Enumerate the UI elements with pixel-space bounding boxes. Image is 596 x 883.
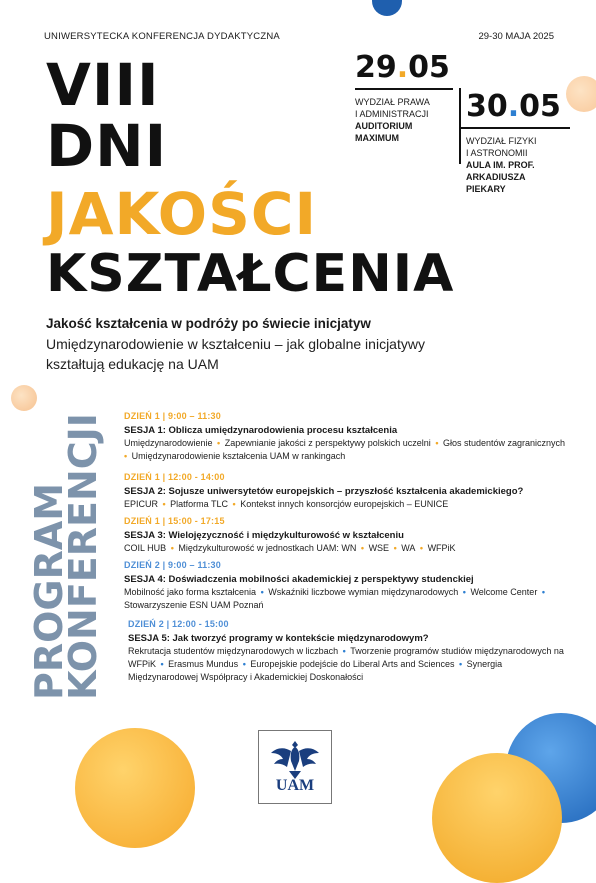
session-4: [124, 560, 569, 612]
day2-venue-1: WYDZIAŁ FIZYKI: [466, 135, 537, 146]
session-day: DZIEŃ 1 | 15:00 - 17:15: [124, 516, 225, 526]
uam-logo: [258, 730, 332, 804]
session-day: DZIEŃ 1 | 9:00 – 11:30: [124, 411, 221, 421]
subtitle-line-2: Umiędzynarodowienie w kształceniu – jak globalne inicjatywy: [46, 336, 425, 352]
bullet-icon: •: [214, 438, 223, 448]
logo-text: UAM: [275, 777, 315, 794]
day1-date: [355, 50, 455, 85]
session-item: Kontekst innych konsorcjów europejskich – EUNICE: [240, 499, 449, 509]
day1-dot: .: [396, 50, 409, 85]
title-line-2: DNI: [46, 112, 168, 180]
subtitle-line-3: kształtują edukację na UAM: [46, 356, 219, 372]
bullet-icon: •: [258, 587, 267, 597]
session-item: Stowarzyszenie ESN UAM Poznań: [124, 600, 264, 610]
bullet-icon: •: [460, 587, 469, 597]
session-item: Europejskie podejście do Liberal Arts and Sciences: [250, 659, 455, 669]
session-day: DZIEŃ 2 | 9:00 – 11:30: [124, 560, 221, 570]
decor-circle-bottom-left-orange: [75, 728, 195, 848]
decor-circle-left-peach: [11, 385, 37, 411]
session-title: SESJA 3: Wielojęzyczność i międzykulturowość w kształceniu: [124, 530, 404, 541]
session-item: COIL HUB: [124, 543, 167, 553]
program-label-line-2: KONFERENCJI: [61, 413, 105, 700]
session-item: Głos studentów zagranicznych: [442, 438, 566, 448]
session-items: [128, 645, 573, 684]
session-items: [124, 542, 569, 555]
session-item: Platforma TLC: [170, 499, 229, 509]
session-item: Umiędzynarodowienie kształcenia UAM w rankingach: [131, 451, 346, 461]
session-day: DZIEŃ 1 | 12:00 - 14:00: [124, 472, 225, 482]
session-title: SESJA 1: Oblicza umiędzynarodowienia procesu kształcenia: [124, 425, 398, 436]
session-2: [124, 472, 569, 511]
session-item: WA: [401, 543, 416, 553]
day2-place-1: AULA IM. PROF.: [466, 159, 535, 170]
title-line-4: KSZTAŁCENIA: [46, 244, 455, 304]
session-item: Międzykulturowość w jednostkach UAM: WN: [178, 543, 357, 553]
day2-place-3: PIEKARY: [466, 183, 506, 194]
bullet-icon: •: [358, 543, 367, 553]
bullet-icon: •: [124, 451, 130, 461]
day1-day: 29: [355, 50, 397, 85]
session-item: EPICUR: [124, 499, 159, 509]
session-title: SESJA 2: Sojusze uniwersytetów europejskich – przyszłość kształcenia akademickiego?: [124, 486, 524, 497]
session-title: SESJA 5: Jak tworzyć programy w kontekście międzynarodowym?: [128, 633, 429, 644]
day1-place-1: AUDITORIUM: [355, 120, 413, 131]
session-5: [128, 619, 573, 684]
bullet-icon: •: [230, 499, 239, 509]
day2-block: [466, 89, 576, 195]
day2-rule: [460, 127, 570, 129]
session-day: DZIEŃ 2 | 12:00 - 15:00: [128, 619, 229, 629]
session-item: Synergia Międzynarodowej Współpracy i Akademickiej Doskonałości: [128, 659, 503, 682]
session-item: WFPiK: [427, 543, 456, 553]
bullet-icon: •: [417, 543, 426, 553]
day2-venue-2: I ASTRONOMII: [466, 147, 528, 158]
day1-venue-2: I ADMINISTRACJI: [355, 108, 429, 119]
bullet-icon: •: [432, 438, 441, 448]
title-line-3: JAKOŚCI: [46, 180, 318, 248]
session-item: Erasmus Mundus: [168, 659, 239, 669]
day1-block: [355, 50, 455, 144]
session-1: [124, 411, 569, 463]
day2-dot: .: [507, 89, 520, 124]
session-items: [124, 437, 569, 463]
bullet-icon: •: [456, 659, 465, 669]
conference-label: UNIWERSYTECKA KONFERENCJA DYDAKTYCZNA: [44, 31, 280, 42]
bullet-icon: •: [340, 646, 349, 656]
day2-date: [466, 89, 576, 124]
day1-month: 05: [408, 50, 450, 85]
conference-dates: 29-30 MAJA 2025: [478, 31, 554, 42]
decor-circle-bottom-right-orange: [432, 753, 562, 883]
session-item: Welcome Center: [470, 587, 538, 597]
day1-place-2: MAXIMUM: [355, 132, 399, 143]
session-item: Mobilność jako forma kształcenia: [124, 587, 257, 597]
decor-circle-top-blue: [372, 0, 402, 16]
day1-rule: [355, 88, 453, 90]
dates-divider: [459, 88, 461, 164]
session-item: Zapewnianie jakości z perspektywy polskich uczelni: [224, 438, 431, 448]
day1-venue-1: WYDZIAŁ PRAWA: [355, 96, 430, 107]
session-items: [124, 498, 569, 511]
session-items: [124, 586, 569, 612]
subtitle-text: [46, 334, 516, 374]
day2-month: 05: [519, 89, 561, 124]
day2-day: 30: [466, 89, 508, 124]
session-item: WSE: [368, 543, 390, 553]
title-line-1: VIII: [46, 51, 160, 119]
session-item: Rekrutacja studentów międzynarodowych w liczbach: [128, 646, 339, 656]
eagle-icon: [269, 737, 321, 781]
subtitle-bold: Jakość kształcenia w podróży po świecie inicjatyw: [46, 316, 371, 331]
bullet-icon: •: [539, 587, 545, 597]
bullet-icon: •: [158, 659, 167, 669]
program-label-line-1: PROGRAM: [27, 482, 71, 700]
bullet-icon: •: [391, 543, 400, 553]
bullet-icon: •: [240, 659, 249, 669]
day2-place-2: ARKADIUSZA: [466, 171, 526, 182]
session-title: SESJA 4: Doświadczenia mobilności akademickiej z perspektywy studenckiej: [124, 574, 474, 585]
bullet-icon: •: [168, 543, 177, 553]
bullet-icon: •: [160, 499, 169, 509]
session-item: Wskaźniki liczbowe wymian międzynarodowych: [268, 587, 459, 597]
program-label: [27, 413, 105, 700]
session-3: [124, 516, 569, 555]
session-item: Umiędzynarodowienie: [124, 438, 213, 448]
session-item: Tworzenie programów studiów międzynarodowych na WFPiK: [128, 646, 564, 669]
